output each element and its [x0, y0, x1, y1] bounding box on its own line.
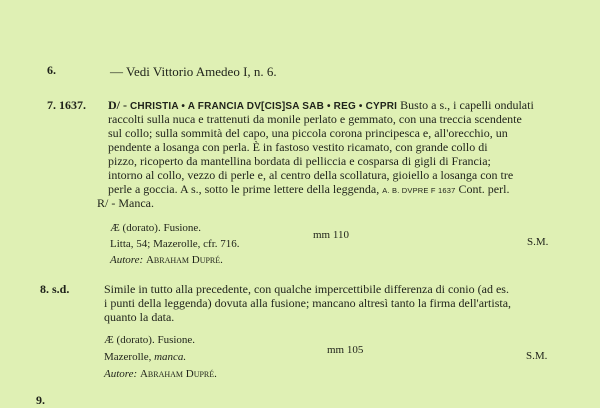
description-line-4: pendente a losanga con perla. È in fastoso vestito ricamato, con grande collo di	[108, 140, 488, 154]
entry-9-number: 9.	[36, 393, 45, 407]
coin-legend: CHRISTIA • A FRANCIA DV[CIS]SA SAB • REG • CYPRI	[130, 101, 398, 112]
description-line-7	[108, 182, 509, 197]
entry-7-material: Æ (dorato). Fusione.	[110, 222, 202, 234]
description-line-5: pizzo, ricoperto da mantellina bordata di pelliccia e cosparsa di gigli di Francia;	[108, 154, 491, 168]
entry-7-size: mm 110	[313, 229, 349, 241]
entry-8-line-3: quanto la data.	[104, 310, 175, 324]
entry-8-line-1: Simile in tutto alla precedente, con qualche impercettibile differenza di conio (ad es.	[104, 282, 509, 296]
obverse-mark: D/ -	[108, 98, 127, 112]
author-name: Abraham Dupré.	[145, 254, 223, 266]
entry-8-size: mm 105	[327, 344, 364, 356]
author-name: Abraham Dupré.	[139, 368, 217, 380]
entry-7-first-line	[108, 98, 534, 113]
description-line-3: sul collo; sulla sommità del capo, una piccola corona principesca e, all'orecchio, un	[108, 126, 508, 140]
entry-7-collection: S.M.	[527, 236, 549, 248]
reverse-description: R/ - Manca.	[97, 196, 154, 210]
entry-8-material: Æ (dorato). Fusione.	[104, 334, 196, 346]
entry-8-collection: S.M.	[526, 350, 548, 362]
author-label: Autore:	[104, 368, 138, 380]
entry-6-text: — Vedi Vittorio Amedeo I, n. 6.	[110, 64, 277, 79]
description-line-7-text: perle a goccia. A s., sotto le prime lettere della leggenda,	[108, 182, 380, 196]
entry-8-number: 8. s.d.	[40, 282, 70, 296]
description-line-2: raccolti sulla nuca e trattenuti da monile perlato e gemmato, con una treccia scendente	[108, 112, 522, 126]
description-line-6: intorno al collo, vezzo di perle e, al centro della scollatura, gioiello a losanga con tre	[108, 168, 514, 182]
artist-signature: A. B. DVPRE F 1637	[382, 186, 456, 195]
entry-7-number: 7. 1637.	[47, 98, 86, 112]
references-prefix: Mazerolle,	[104, 351, 152, 363]
entry-7-references: Litta, 54; Mazerolle, cfr. 716.	[110, 238, 240, 250]
author-label: Autore:	[110, 254, 144, 266]
references-italic: manca.	[154, 351, 187, 363]
entry-6-number: 6.	[47, 63, 56, 77]
entry-7-author	[110, 254, 223, 266]
entry-8-references	[104, 351, 186, 363]
description-tail: Cont. perl.	[458, 182, 510, 196]
entry-8-line-2: i punti della leggenda) dovuta alla fusione; mancano altresì tanto la firma dell'artista,	[104, 296, 512, 310]
description-line-1: Busto a s., i capelli ondulati	[400, 98, 534, 112]
entry-8-author	[104, 368, 217, 380]
